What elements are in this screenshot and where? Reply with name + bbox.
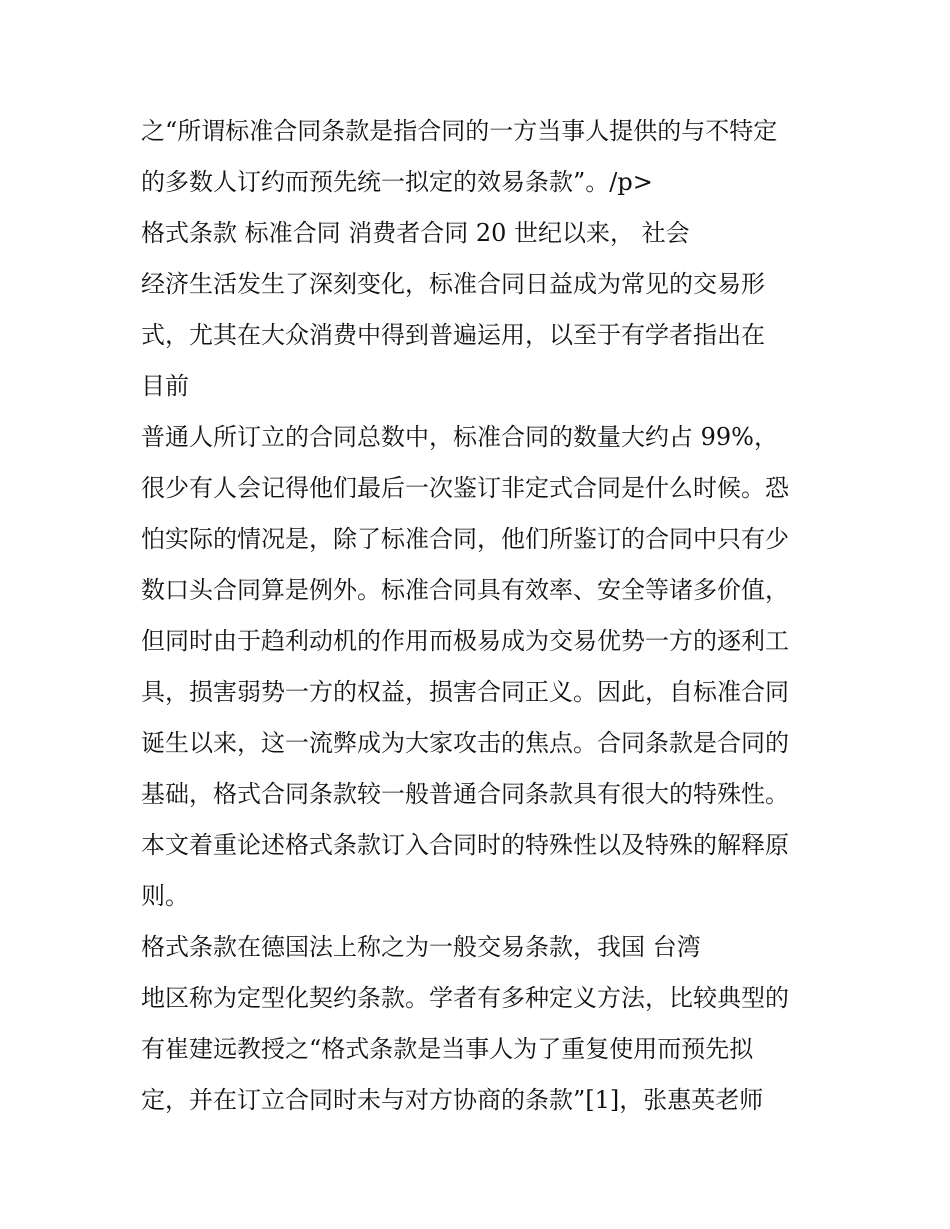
text-line: 很少有人会记得他们最后一次鉴订非定式合同是什么时候。恐 [141, 474, 789, 502]
text-line: 怕实际的情况是，除了标准合同，他们所鉴订的合同中只有少 [141, 525, 789, 553]
text-line: 的多数人订约而预先统一拟定的效易条款”。/p> [141, 168, 653, 196]
text-line: 数口头合同算是例外。标准合同具有效率、安全等诸多价值， [141, 576, 789, 604]
text-line: 格式条款 标准合同 消费者合同 20 世纪以来， 社会 [141, 219, 690, 247]
text-line: 则。 [141, 882, 189, 910]
text-line: 基础，格式合同条款较一般普通合同条款具有很大的特殊性。 [141, 780, 789, 808]
text-line: 之“所谓标准合同条款是指合同的一方当事人提供的与不特定 [141, 117, 778, 145]
text-line: 诞生以来，这一流弊成为大家攻击的焦点。合同条款是合同的 [141, 729, 789, 757]
text-line: 有崔建远教授之“格式条款是当事人为了重复使用而预先拟 [141, 1035, 754, 1063]
text-line: 式，尤其在大众消费中得到普遍运用，以至于有学者指出在 [141, 321, 765, 349]
text-line: 目前 [141, 372, 189, 400]
text-line: 经济生活发生了深刻变化，标准合同日益成为常见的交易形 [141, 270, 765, 298]
document-text [141, 106, 821, 1126]
text-line: 具，损害弱势一方的权益，损害合同正义。因此，自标准合同 [141, 678, 789, 706]
text-line: 普通人所订立的合同总数中，标准合同的数量大约占 99%， [141, 423, 778, 451]
text-line: 格式条款在德国法上称之为一般交易条款，我国 台湾 [141, 933, 701, 961]
text-line: 本文着重论述格式条款订入合同时的特殊性以及特殊的解释原 [141, 831, 789, 859]
text-line: 定，并在订立合同时未与对方协商的条款”[1]，张惠英老师 [141, 1086, 764, 1114]
text-line: 地区称为定型化契约条款。学者有多种定义方法，比较典型的 [141, 984, 789, 1012]
text-line: 但同时由于趋利动机的作用而极易成为交易优势一方的逐利工 [141, 627, 789, 655]
